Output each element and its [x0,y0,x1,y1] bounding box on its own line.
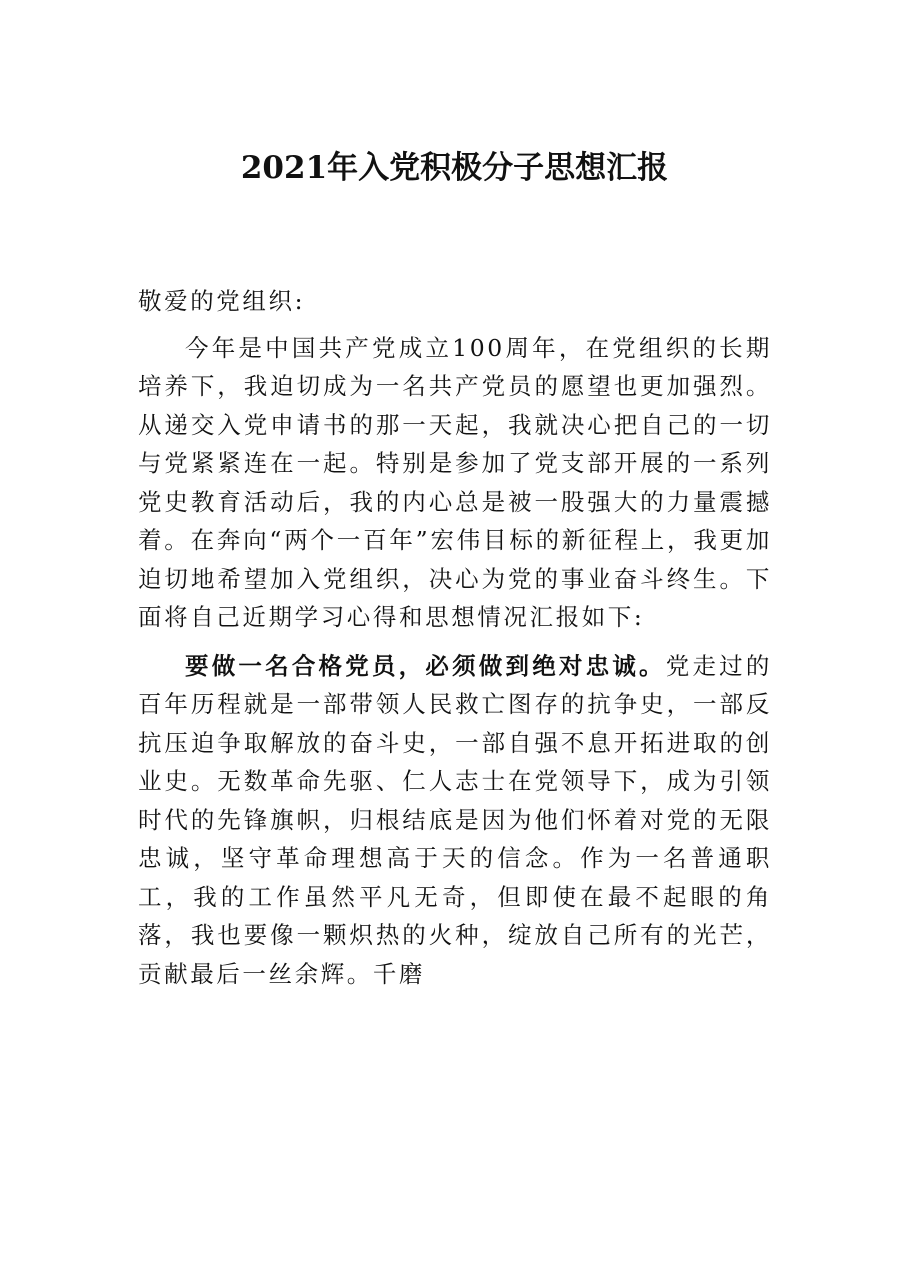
document-title: 2021年入党积极分子思想汇报 [240,150,669,186]
paragraph-loyalty-body: 党走过的百年历程就是一部带领人民救亡图存的抗争史，一部反抗压迫争取解放的奋斗史，一部自强不息开拓进取的创业史。无数革命先驱、仁人志士在党领导下，成为引领时代的先锋旗帜，归根结底是因为他们怀着对党的无限忠诚，坚守革命理想高于天的信念。作为一名普通职工，我的工作虽然平凡无奇，但即使在最不起眼的角落，我也要像一颗炽热的火种，绽放自己所有的光芒，贡献最后一丝余辉。千磨 [138,651,772,988]
paragraph-loyalty-lead: 要做一名合格党员，必须做到绝对忠诚。 [185,651,666,680]
document-body [138,282,772,1003]
paragraph-intro: 今年是中国共产党成立100周年，在党组织的长期培养下，我迫切成为一名共产党员的愿望也更加强烈。从递交入党申请书的那一天起，我就决心把自己的一切与党紧紧连在一起。特别是参加了党支部开展的一系列党史教育活动后，我的内心总是被一股强大的力量震撼着。在奔向“两个一百年”宏伟目标的新征程上，我更加迫切地希望加入党组织，决心为党的事业奋斗终生。下面将自己近期学习心得和思想情况汇报如下: [138,333,772,631]
salutation: 敬爱的党组织: [138,287,306,315]
paragraph-loyalty [138,647,772,994]
